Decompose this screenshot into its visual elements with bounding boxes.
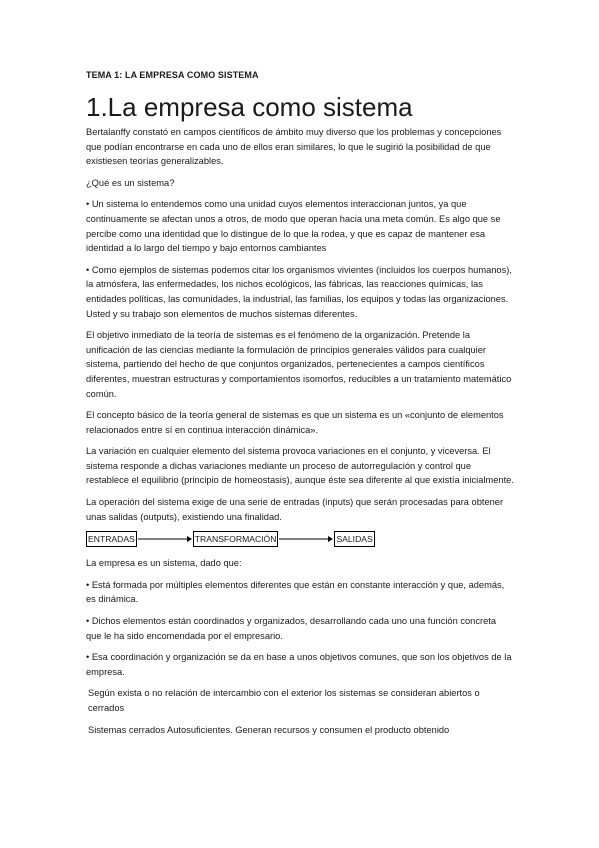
- bullet-paragraph: • Está formada por múltiples elementos diferentes que están en constante interacción y que, además, es dinámica.: [86, 579, 505, 605]
- paragraph: El objetivo inmediato de la teoría de sistemas es el fenómeno de la organización. Pretende la unificación de las ciencias mediante la formulación de principios generales válidos para cualquier sistema, partiendo del hecho de que conjuntos organizados, pertenecientes a campos científicos diferentes, muestran estructuras y comportamientos isomorfos, reducibles a un tratamiento matemático común.: [86, 330, 512, 399]
- arrow-right-icon: [137, 535, 193, 543]
- flow-process-box: TRANSFORMACIÓN: [193, 531, 279, 547]
- paragraph: La operación del sistema exige de una serie de entradas (inputs) que serán procesadas para obtener unas salidas (outputs), existiendo una finalidad.: [86, 497, 504, 522]
- paragraph: La variación en cualquier elemento del sistema provoca variaciones en el conjunto, y viceversa. El sistema responde a dichas variaciones mediante un proceso de autorregulación y control que restablece el equilibrio (principio de homeostasis), aunque éste sea diferente al que existía inicialmente.: [86, 446, 514, 486]
- arrow-right-icon: [278, 535, 334, 543]
- bullet-paragraph: • Un sistema lo entendemos como una unidad cuyos elementos interaccionan juntos, ya que continuamente se afectan unos a otros, de modo que operan hacia una meta común. Es algo que se percibe como una identidad que lo distingue de lo que la rodea, y que es capaz de mantener esa identidad a lo largo del tiempo y bajo entornos cambiantes: [86, 199, 501, 254]
- flow-diagram: [86, 531, 514, 547]
- paragraph: Sistemas cerrados Autosuficientes. Generan recursos y consumen el producto obtenido: [88, 724, 450, 735]
- paragraph: Según exista o no relación de intercambio con el exterior los sistemas se consideran abiertos o cerrados: [88, 688, 480, 713]
- paragraph: La empresa es un sistema, dado que:: [86, 558, 242, 569]
- document-body: [86, 70, 514, 744]
- paragraph: Bertalanffy constató en campos científicos de ámbito muy diverso que los problemas y concepciones que podían encontrarse en cada uno de ellos eran similares, lo que le sugirió la posibilidad de que existiesen teorías generalizables.: [86, 127, 502, 167]
- bullet-paragraph: • Como ejemplos de sistemas podemos citar los organismos vivientes (incluidos los cuerpos humanos), la atmósfera, las enfermedades, los nichos ecológicos, las fábricas, las reacciones químicas, las entidades políticas, las comunidades, la industrial, las familias, los equipos y todas las organizaciones. Usted y su trabajo son elementos de muchos sistemas diferentes.: [86, 264, 512, 319]
- flow-output-box: SALIDAS: [334, 531, 374, 547]
- paragraph: ¿Qué es un sistema?: [86, 177, 175, 188]
- flow-input-box: ENTRADAS: [86, 531, 137, 547]
- section-title: 1.La empresa como sistema: [86, 92, 413, 122]
- paragraph: El concepto básico de la teoría general de sistemas es que un sistema es un «conjunto de elementos relacionados entre sí en continua interacción dinámica».: [86, 410, 504, 435]
- document-header: TEMA 1: LA EMPRESA COMO SISTEMA: [86, 70, 259, 80]
- bullet-paragraph: • Dichos elementos están coordinados y organizados, desarrollando cada uno una función concreta que le ha sido encomendada por el empresario.: [86, 616, 496, 641]
- bullet-paragraph: • Esa coordinación y organización se da en base a unos objetivos comunes, que son los objetivos de la empresa.: [86, 652, 512, 677]
